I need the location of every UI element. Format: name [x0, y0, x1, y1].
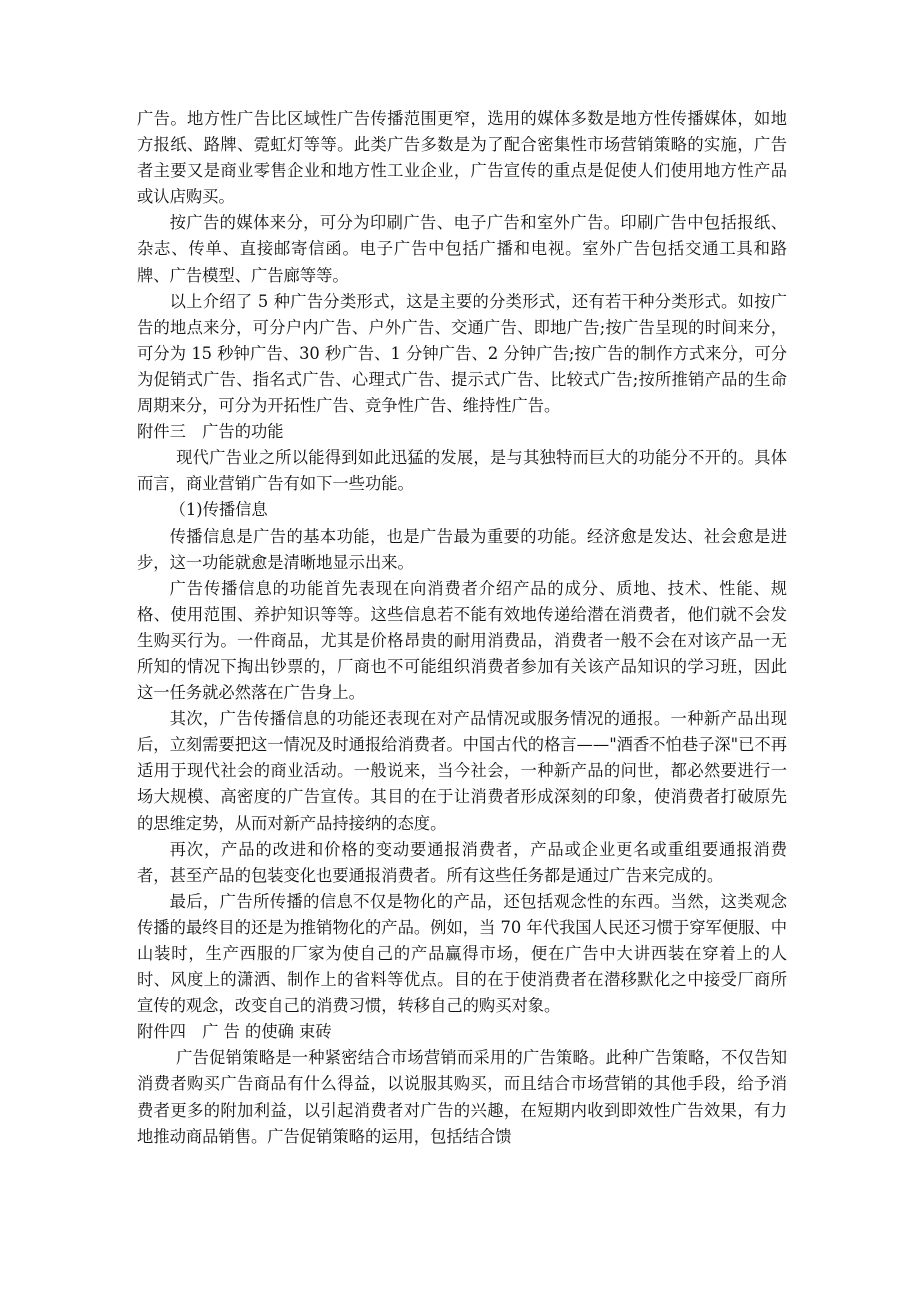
paragraph-concepts: 最后，广告所传播的信息不仅是物化的产品，还包括观念性的东西。当然，这类观念传播的最终目的还是为推销物化的产品。例如，当 70 年代我国人民还习惯于穿军便服、中山装时，生产西服的厂家为使自己的产品赢得市场，便在广告中大讲西装在穿着上的人时、风度上的潇洒、制作上的省料等优点。目的在于使消费者在潜移默化之中接受厂商所宣传的观念，改变自己的消费习惯，转移自己的购买对象。: [137, 891, 787, 1016]
subheading-information: （1)传播信息: [169, 500, 268, 520]
paragraph-product-info: 广告传播信息的功能首先表现在向消费者介绍产品的成分、质地、技术、性能、规格、使用范围、养护知识等等。这些信息若不能有效地传递给潜在消费者，他们就不会发生购买行为。一件商品，尤其是价格昂贵的耐用消费品，消费者一般不会在对该产品一无所知的情况下掏出钞票的，厂商也不可能组织消费者参加有关该产品知识的学习班，因此这一任务就必然落在广告身上。: [137, 578, 787, 703]
paragraph-media-classification: 按广告的媒体来分，可分为印刷广告、电子广告和室外广告。印刷广告中包括报纸、杂志、传单、直接邮寄信函。电子广告中包括广播和电视。室外广告包括交通工具和路牌、广告模型、广告廊等等。: [137, 213, 787, 285]
section-heading-appendix-4: 附件四 广 告 的使确 束砖: [137, 1022, 332, 1042]
paragraph-promotion-strategy: 广告促销策略是一种紧密结合市场营销而采用的广告策略。此种广告策略，不仅告知消费者购买广告商品有什么得益，以说服其购买，而且结合市场营销的其他手段，给予消费者更多的附加利益，以引起消费者对广告的兴趣，在短期内收到即效性广告效果，有力地推动商品销售。广告促销策略的运用，包括结合馈: [137, 1048, 787, 1146]
paragraph-local-advertising: 广告。地方性广告比区域性广告传播范围更窄，选用的媒体多数是地方性传播媒体，如地方报纸、路牌、霓虹灯等等。此类广告多数是为了配合密集性市场营销策略的实施，广告者主要又是商业零售企业和地方性工业企业，广告宣传的重点是促使人们使用地方性产品或认店购买。: [137, 109, 787, 207]
document-body: [137, 106, 787, 1150]
section-heading-appendix-3: 附件三 广告的功能: [137, 422, 284, 442]
paragraph-classification-summary: 以上介绍了 5 种广告分类形式，这是主要的分类形式，还有若干种分类形式。如按广告的地点来分，可分户内广告、户外广告、交通广告、即地广告;按广告呈现的时间来分，可分为 15 秒钟广告、30 秒广告、1 分钟广告、2 分钟广告;按广告的制作方式来分，可分为促销式广告、指名式广告、心理式广告、提示式广告、比较式广告;按所推销产品的生命周期来分，可分为开拓性广告、竞争性广告、维持性广告。: [137, 291, 787, 416]
paragraph-changes: 再次，产品的改进和价格的变动要通报消费者，产品或企业更名或重组要通报消费者，甚至产品的包装变化也要通报消费者。所有这些任务都是通过广告来完成的。: [137, 839, 787, 885]
paragraph-basic-function: 传播信息是广告的基本功能，也是广告最为重要的功能。经济愈是发达、社会愈是进步，这一功能就愈是清晰地显示出来。: [137, 526, 787, 572]
paragraph-new-product: 其次，广告传播信息的功能还表现在对产品情况或服务情况的通报。一种新产品出现后，立刻需要把这一情况及时通报给消费者。中国古代的格言——"酒香不怕巷子深"已不再适用于现代社会的商业活动。一般说来，当今社会，一种新产品的问世，都必然要进行一场大规模、高密度的广告宣传。其目的在于让消费者形成深刻的印象，使消费者打破原先的思维定势，从而对新产品持接纳的态度。: [137, 709, 787, 833]
paragraph-functions-intro: 现代广告业之所以能得到如此迅猛的发展，是与其独特而巨大的功能分不开的。具体而言，商业营销广告有如下一些功能。: [137, 448, 787, 494]
